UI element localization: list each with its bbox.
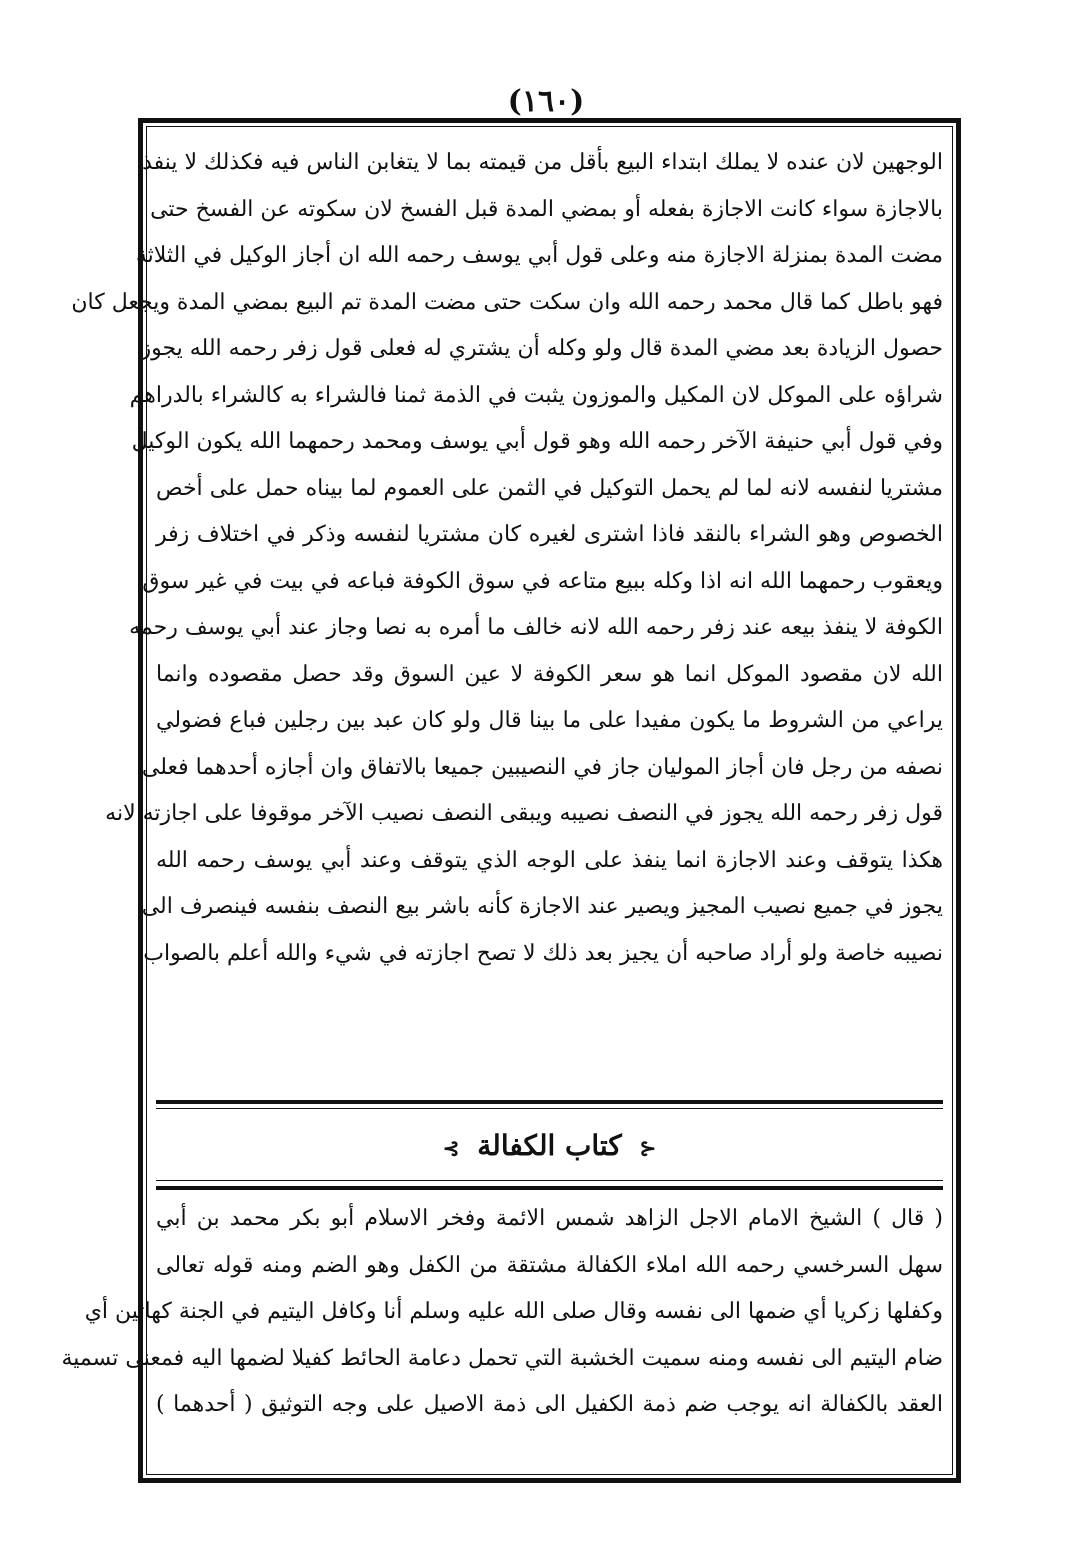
body-line: مضت المدة بمنزلة الاجازة منه وعلى قول أبي يوسف رحمه الله ان أجاز الوكيل في الثلاثة xyxy=(135,243,943,268)
chapter-text xyxy=(61,1196,943,1429)
body-line: فهو باطل كما قال محمد رحمه الله وان سكت حتى مضت المدة تم البيع بمضي المدة ويجعل كان xyxy=(71,289,943,315)
body-line: يجوز في جميع نصيب المجيز ويصير عند الاجازة كأنه باشر بيع النصف بنفسه فينصرف الى xyxy=(141,894,943,919)
body-line: نصيبه خاصة ولو أراد صاحبه أن يجيز بعد ذلك لا تصح اجازته في شيء والله أعلم بالصواب xyxy=(143,940,943,966)
chapter-line: ( قال ) الشيخ الامام الاجل الزاهد شمس الائمة وفخر الاسلام أبو بكر محمد بن أبي xyxy=(156,1206,943,1231)
body-line: قول زفر رحمه الله يجوز في النصف نصيبه ويبقى النصف نصيب الآخر موقوفا على اجازته لانه xyxy=(105,801,943,826)
body-line: شراؤه على الموكل لان المكيل والموزون يثبت في الذمة ثمنا فالشراء به كالشراء بالدراهم xyxy=(129,382,943,408)
body-line: الله لان مقصود الموكل انما هو سعر الكوفة لا عين السوق وقد حصل مقصوده وانما xyxy=(156,661,943,687)
body-line: ويعقوب رحمهما الله انه اذا وكله ببيع متاعه في سوق الكوفة فباعه في بيت في غير سوق xyxy=(142,568,943,594)
chapter-line: ضام اليتيم الى نفسه ومنه سميت الخشبة التي تحمل دعامة الحائط كفيلا لضمها اليه فمعنى تسمية xyxy=(61,1345,943,1371)
body-line: وفي قول أبي حنيفة الآخر رحمه الله وهو قول أبي يوسف ومحمد رحمهما الله يكون الوكيل xyxy=(131,429,943,454)
section-divider-top-thick xyxy=(156,1100,943,1104)
chapter-title: كتاب الكفالة xyxy=(477,1129,622,1162)
chapter-line: سهل السرخسي رحمه الله املاء الكفالة مشتقة من الكفل وهو الضم ومنه قوله تعالى xyxy=(156,1252,943,1278)
chapter-heading xyxy=(156,1118,943,1174)
body-line: حصول الزيادة بعد مضي المدة قال ولو وكله أن يشتري له فعلى قول زفر رحمه الله يجوز xyxy=(140,336,943,361)
section-divider-top-thin xyxy=(156,1108,943,1109)
section-divider-bottom-thin xyxy=(156,1180,943,1181)
ornament-right-icon: ⊰ xyxy=(639,1135,657,1160)
ornament-left-icon: ⊱ xyxy=(442,1135,460,1160)
chapter-line: العقد بالكفالة انه يوجب ضم ذمة الكفيل الى ذمة الاصيل على وجه التوثيق ( أحدهما ) xyxy=(156,1392,943,1417)
body-line: بالاجازة سواء كانت الاجازة بفعله أو بمضي المدة قبل الفسخ لان سكوته عن الفسخ حتى xyxy=(150,196,943,222)
section-divider-bottom-thick xyxy=(156,1186,943,1190)
page-number: (١٦٠) xyxy=(507,84,585,119)
body-line: الوجهين لان عنده لا يملك ابتداء البيع بأقل من قيمته بما لا يتغابن الناس فيه فكذلك لا ينفذ xyxy=(142,150,943,175)
body-line: يراعي من الشروط ما يكون مفيدا على ما بينا قال ولو كان عبد بين رجلين فباع فضولي xyxy=(156,708,943,733)
body-line: هكذا يتوقف وعند الاجازة انما ينفذ على الوجه الذي يتوقف وعند أبي يوسف رحمه الله xyxy=(156,847,943,873)
body-line: الكوفة لا ينفذ بيعه عند زفر رحمه الله لانه خالف ما أمره به نصا وجاز عند أبي يوسف رحمه xyxy=(129,615,943,640)
body-text xyxy=(71,140,943,977)
body-line: مشتريا لنفسه لانه لما لم يحمل التوكيل في الثمن على العموم لما بيناه حمل على أخص xyxy=(156,475,943,501)
chapter-line: وكفلها زكريا أي ضمها الى نفسه وقال صلى الله عليه وسلم أنا وكافل اليتيم في الجنة كهاتين أي xyxy=(84,1299,943,1324)
body-line: الخصوص وهو الشراء بالنقد فاذا اشترى لغيره كان مشتريا لنفسه وذكر في اختلاف زفر xyxy=(156,522,943,547)
body-line: نصفه من رجل فان أجاز الموليان جاز في النصيبين جميعا بالاتفاق وان أجازه أحدهما فعلى xyxy=(141,754,943,780)
